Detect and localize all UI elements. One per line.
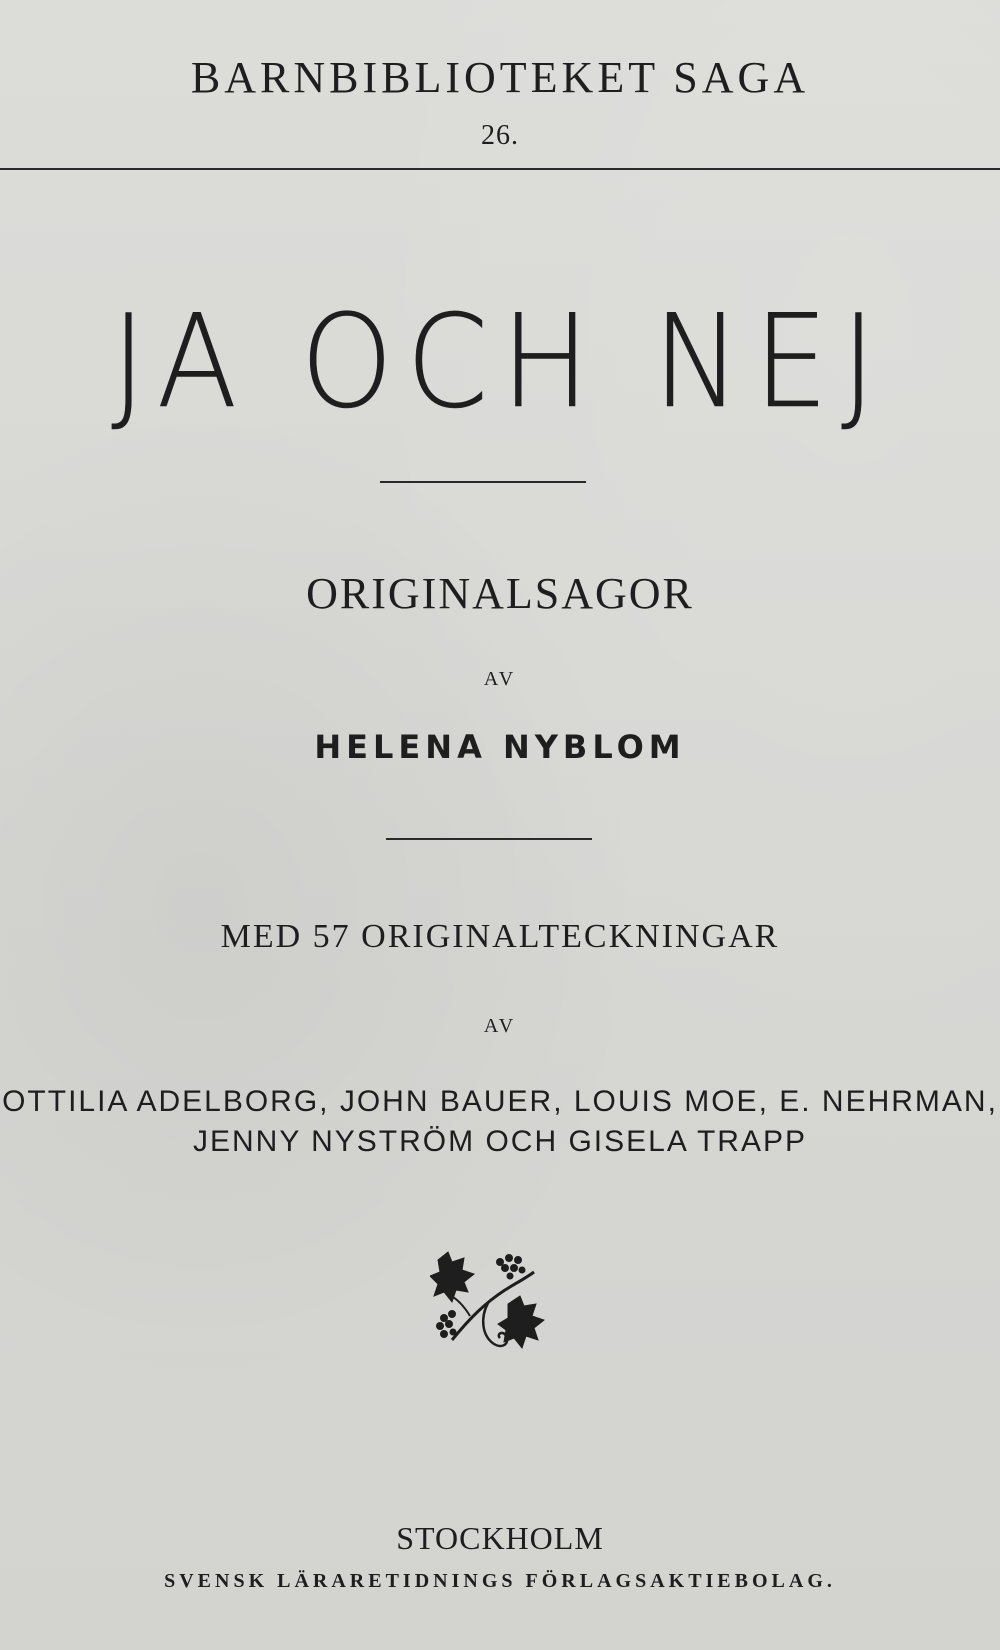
header-divider [0,168,1000,170]
series-name: BARNBIBLIOTEKET SAGA [190,53,810,102]
illustrators-line-2: JENNY NYSTRÖM OCH GISELA TRAPP [192,1125,808,1158]
imprint-publisher: SVENSK LÄRARETIDNINGS FÖRLAGSAKTIEBOLAG. [164,1570,836,1592]
illustrators-line-1: OTTILIA ADELBORG, JOHN BAUER, LOUIS MOE, E. NEHRMAN, [2,1085,998,1118]
by-label-illustrators: AV [483,1015,517,1037]
series-number: 26. [481,120,519,151]
vine-leaf-berries-icon [430,1248,560,1358]
author-divider [386,838,592,840]
imprint-city: STOCKHOLM [396,1520,604,1556]
illustrations-note: MED 57 ORIGINALTECKNINGAR [220,918,780,955]
by-label-author: AV [483,668,517,690]
book-title: JA OCH NEJ [111,288,889,437]
author-name: HELENA NYBLOM [314,728,686,766]
book-subtitle: ORIGINALSAGOR [306,569,694,618]
title-divider [380,481,586,483]
